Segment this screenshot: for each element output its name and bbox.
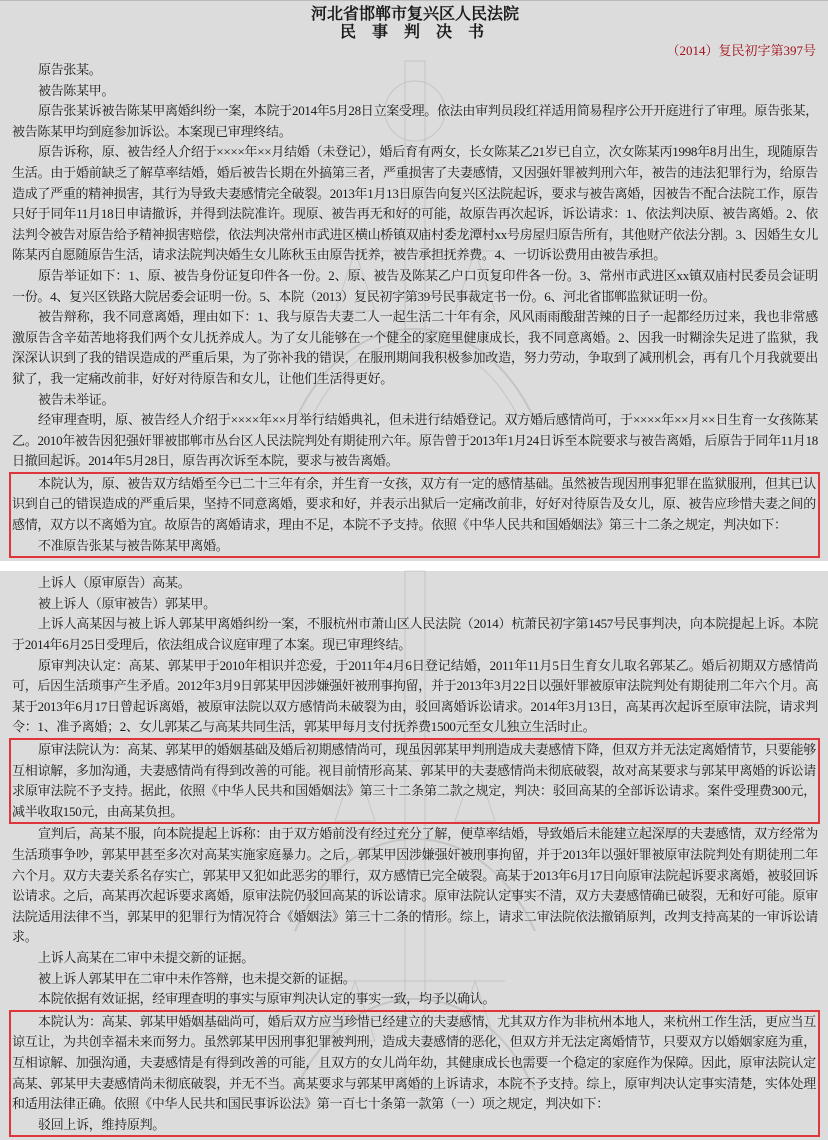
paragraph: 经审理查明，原、被告经人介绍于××××年××月举行结婚典礼，但未进行结婚登记。双方婚后感情尚可，于××××年××月××日生育一女孩陈某乙。2010年被告因犯强奸罪被邯郸市丛台区人民法院判处有期徒刑六年。原告曾于2013年1月24日诉至本院要求与被告离婚，后原告于同年11月18日撤回起诉。2014年5月28日，原告再次诉至本院，要求与被告离婚。 (12, 412, 818, 469)
paragraph: 被告辩称，我不同意离婚，理由如下：1、我与原告夫妻二人一起生活二十年有余，风风雨雨酸甜苦辣的日子一起都经历过来，我也非常感激原告含辛茹苦地将我们两个女儿抚养成人。为了女儿能够在一个健全的家庭里健康成长，我不同意离婚。2、因我一时糊涂失足进了监狱，我深深认识到了我的错误造成的严重后果，为了弥补我的错误，在服刑期间我积极参加改造，努力劳动，争取到了减刑机会，再有几个月我就要出狱了，我一定痛改前非，好好对待原告和女儿，让他们生活得更好。 (12, 309, 818, 386)
paragraph: 上诉人（原审原告）高某。 (38, 575, 191, 591)
paragraph: 被告未举证。 (38, 391, 115, 407)
paragraph: 宣判后，高某不服，向本院提起上诉称：由于双方婚前没有经过充分了解，便草率结婚，导致婚后未能建立起深厚的夫妻感情，双方经常为生活琐事争吵，郭某甲甚至多次对高某实施家庭暴力。之后，郭某甲因涉嫌强奸被刑事拘留，并于2013年以强奸罪被原审法院判处有期徒刑二年六个月。双方夫妻关系名存实亡，郭某甲又犯如此恶劣的罪行，双方感情已完全破裂。高某于2013年6月17日向原审法院起诉要求离婚，被驳回诉讼请求。之后，高某再次起诉要求离婚，原审法院仍驳回高某的诉讼请求。原审法院认定事实不清，双方夫妻感情确已破裂，无和好可能。原审法院适用法律不当，郭某甲的犯罪行为情况符合《婚姻法》第三十二条的情形。综上，请求二审法院依法撤销原判，改判支持高某的一审诉讼请求。 (12, 826, 818, 945)
paragraph: 被告陈某甲。 (38, 82, 115, 98)
judgment-paragraph: 驳回上诉，维持原判。 (38, 1116, 166, 1132)
judgment-document-second-instance (0, 571, 828, 1140)
appeal-court-opinion-paragraph: 本院认为：高某、郭某甲婚姻基础尚可，婚后双方应当珍惜已经建立的夫妻感情，尤其双方作为非杭州本地人，来杭州工作生活，更应当互谅互让，为共创幸福未来而努力。虽然郭某甲因刑事犯罪被判刑，造成夫妻感情的恶化，但双方并无法定离婚情节，只要双方以婚姻家庭为重，互相谅解、加强沟通，夫妻感情是有得到改善的可能，且双方的女儿尚年幼，其健康成长也需要一个稳定的家庭作为保障。因此，原审法院认定高某、郭某甲夫妻感情尚未彻底破裂，并无不当。高某要求与郭某甲离婚的上诉请求，本院不予支持。综上，原审判决认定事实清楚，实体处理和适用法律正确。依照《中华人民共和国民事诉讼法》第一百七十条第一款第（一）项之规定，判决如下： (12, 1013, 816, 1112)
paragraph: 上诉人高某在二审中未提交新的证据。 (38, 949, 254, 965)
original-court-opinion-paragraph: 原审法院认为：高某、郭某甲的婚姻基础及婚后初期感情尚可，现虽因郭某甲判刑造成夫妻感情下降，但双方并无法定离婚情节，只要能够互相谅解，多加沟通，夫妻感情尚有得到改善的可能。视目前情形高某、郭某甲的夫妻感情尚未彻底破裂，故对高某要求与郭某甲离婚的诉讼请求原审法院不予支持。据此，依照《中华人民共和国婚姻法》第三十二条第二款之规定，判决：驳回高某的全部诉讼请求。案件受理费300元，减半收取150元，由高某负担。 (12, 742, 816, 819)
paragraph: 原审判决认定：高某、郭某甲于2010年相识并恋爱，于2011年4月6日登记结婚，2011年11月5日生育女儿取名郭某乙。婚后初期双方感情尚可，后因生活琐事产生矛盾。2012年3月9日郭某甲因涉嫌强奸被刑事拘留，并于2013年3月22日以强奸罪被原审法院判处有期徒刑二年六个月。高某于2013年6月17日曾起诉离婚，被原审法院以双方感情尚未破裂为由，驳回离婚诉讼请求。2014年3月13日，高某再次起诉至原审法院，请求判令：1、准予离婚；2、女儿郭某乙与高某共同生活，郭某甲每月支付抚养费1500元至女儿独立生活时止。 (12, 657, 818, 735)
paragraph: 原告张某诉被告陈某甲离婚纠纷一案，本院于2014年5月28日立案受理。依法由审判员段红祥适用简易程序公开开庭进行了审理。原告张某，被告陈某甲均到庭参加诉讼。本案现已审理终结。 (12, 103, 819, 139)
paragraph: 原告张某。 (38, 62, 102, 77)
paragraph: 被上诉人郭某甲在二审中未作答辩，也未提交新的证据。 (38, 970, 356, 986)
court-name: 河北省邯郸市复兴区人民法院 (310, 6, 519, 23)
paragraph: 被上诉人（原审被告）郭某甲。 (38, 595, 216, 611)
document-type: 民 事 判 决 书 (339, 24, 490, 41)
paragraph: 上诉人高某因与被上诉人郭某甲离婚纠纷一案，不服杭州市萧山区人民法院（2014）杭萧民初字第1457号民事判决，向本院提起上诉。本院于2014年6月25日受理后，依法组成合议庭审理了本案。现已审理终结。 (12, 616, 818, 653)
judgment-document-first-instance (0, 0, 828, 561)
paragraph: 本院依据有效证据，经审理查明的事实与原审判决认定的事实一致，均予以确认。 (38, 991, 496, 1007)
case-number: （2014）复民初字第397号 (666, 43, 816, 58)
highlight-box-original-court-opinion (9, 738, 820, 824)
judgment-paragraph: 不准原告张某与被告陈某甲离婚。 (38, 537, 229, 553)
highlight-box-court-opinion (9, 472, 820, 558)
court-opinion-paragraph: 本院认为，原、被告双方结婚至今已二十三年有余，并生育一女孩，双方有一定的感情基础。虽然被告现因刑事犯罪在监狱服刑，但其已认识到自己的错误造成的严重后果，坚持不同意离婚，要求和好，并表示出狱后一定痛改前非，好好对待原告及女儿，原、被告应珍惜夫妻之间的感情，双方以不离婚为宜。故原告的离婚请求，理由不足，本院不予支持。依照《中华人民共和国婚姻法》第三十二条之规定，判决如下： (12, 475, 816, 533)
paragraph: 原告诉称，原、被告经人介绍于××××年××月结婚（未登记），婚后育有两女，长女陈某乙21岁已自立，次女陈某丙1998年8月出生，现随原告生活。由于婚前缺乏了解草率结婚，婚后被告长期在外搞第三者，严重损害了夫妻感情，又因强奸罪被判刑六年，被告的违法犯罪行为，给原告造成了严重的精神损害，其行为导致夫妻感情完全破裂。2013年1月13日原告向复兴区法院起诉，要求与被告离婚，因被告不配合法院工作，原告只好于同年11月18日申请撤诉，并得到法院准许。现原、被告再无和好的可能，故原告再次起诉，诉讼请求：1、依法判决原、被告离婚。2、依法判令被告对原告给予精神损害赔偿，依法判决常州市武进区横山桥镇双庙村委龙潭村xx号房屋归原告所有，其他财产依法分割。3、因婚生女儿陈某丙自愿随原告生活，请求法院判决婚生女儿陈秋玉由原告抚养，被告承担抚养费。4、一切诉讼费用由被告承担。 (12, 144, 819, 263)
paragraph: 原告举证如下：1、原、被告身份证复印件各一份。2、原、被告及陈某乙户口页复印件各一份。3、常州市武进区xx镇双庙村民委员会证明一份。4、复兴区铁路大院居委会证明一份。5、本院（2013）复民初字第39号民事裁定书一份。6、河北省邯郸监狱证明一份。 (12, 267, 818, 304)
highlight-box-appeal-court-opinion (9, 1010, 820, 1138)
